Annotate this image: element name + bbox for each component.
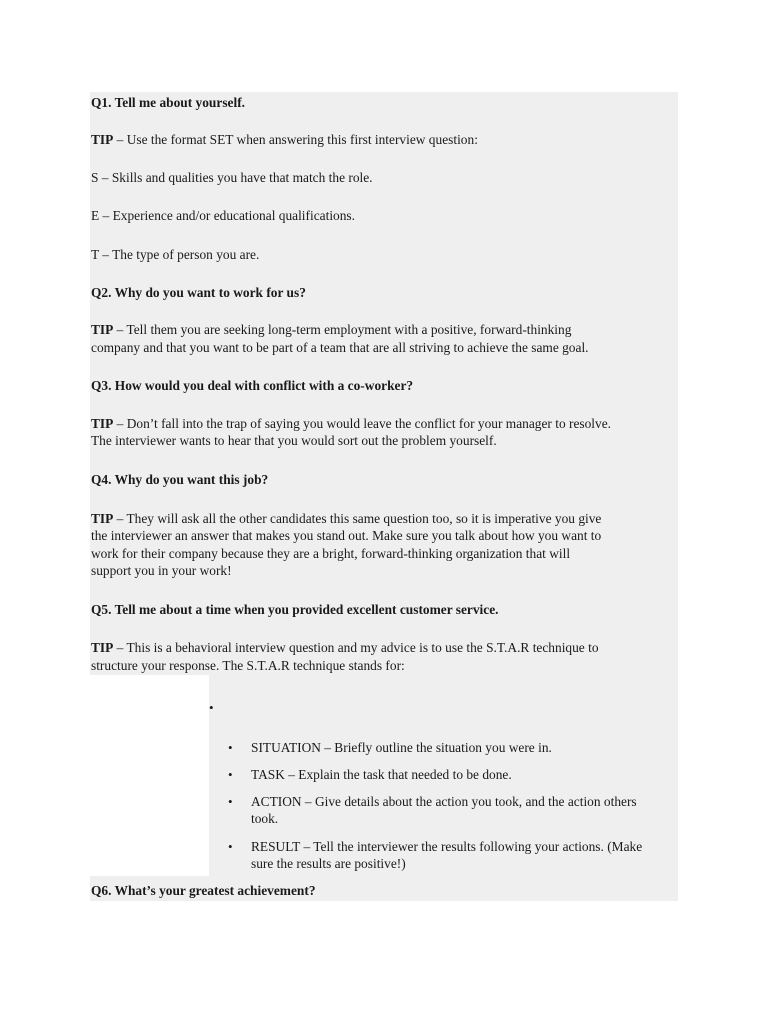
list-item-text: TASK – Explain the task that needed to be done. <box>251 767 512 782</box>
tip-paragraph-q5-line1 <box>91 639 691 657</box>
tip-paragraph-q1 <box>91 131 691 149</box>
list-item-text: ACTION – Give details about the action you took, and the action others took. <box>251 794 637 826</box>
empty-list-item <box>209 699 229 716</box>
question-heading-q3: Q3. How would you deal with conflict with a co-worker? <box>91 378 414 393</box>
set-item-e: E – Experience and/or educational qualifications. <box>91 208 355 223</box>
tip-label: TIP <box>91 511 114 526</box>
list-item-action <box>228 793 678 829</box>
question-heading-q5: Q5. Tell me about a time when you provided excellent customer service. <box>91 602 499 617</box>
set-item-s: S – Skills and qualities you have that match the role. <box>91 170 373 185</box>
bullet-icon: • <box>228 794 233 809</box>
tip-paragraph-q2-line1 <box>91 321 691 339</box>
question-heading-q2: Q2. Why do you want to work for us? <box>91 285 306 300</box>
tip-text: – Don’t fall into the trap of saying you would leave the conflict for your manager to resolve. <box>113 416 611 431</box>
tip-label: TIP <box>91 322 114 337</box>
tip-paragraph-q2-line2: company and that you want to be part of a team that are all striving to achieve the same goal. <box>91 340 589 355</box>
bullet-icon: • <box>228 839 233 854</box>
tip-paragraph-q4-line3: work for their company because they are a bright, forward-thinking organization that will <box>91 546 571 561</box>
tip-paragraph-q5-line2: structure your response. The S.T.A.R technique stands for: <box>91 658 405 673</box>
tip-paragraph-q4-line1 <box>91 510 691 528</box>
bullet-icon: • <box>209 700 214 715</box>
tip-paragraph-q3-line1 <box>91 415 691 433</box>
list-item-text: RESULT – Tell the interviewer the results following your actions. (Make sure the results are positive!) <box>251 839 643 871</box>
question-heading-q1: Q1. Tell me about yourself. <box>91 95 245 110</box>
list-item-situation <box>228 739 678 757</box>
question-heading-q4: Q4. Why do you want this job? <box>91 472 269 487</box>
tip-label: TIP <box>91 416 114 431</box>
set-item-t: T – The type of person you are. <box>91 247 260 262</box>
question-heading-q6: Q6. What’s your greatest achievement? <box>91 883 316 898</box>
tip-paragraph-q4-line4: support you in your work! <box>91 563 232 578</box>
bullet-icon: • <box>228 767 233 782</box>
list-item-result <box>228 838 678 874</box>
tip-paragraph-q3-line2: The interviewer wants to hear that you would sort out the problem yourself. <box>91 433 497 448</box>
tip-text: – This is a behavioral interview question and my advice is to use the S.T.A.R technique to <box>113 640 599 655</box>
tip-label: TIP <box>91 640 114 655</box>
tip-paragraph-q4-line2: the interviewer an answer that makes you stand out. Make sure you talk about how you want to <box>91 528 602 543</box>
tip-text: – Use the format SET when answering this first interview question: <box>113 132 478 147</box>
bullet-icon: • <box>228 740 233 755</box>
list-item-text: SITUATION – Briefly outline the situation you were in. <box>251 740 552 755</box>
tip-text: – Tell them you are seeking long-term employment with a positive, forward-thinking <box>113 322 572 337</box>
tip-label: TIP <box>91 132 114 147</box>
list-item-task <box>228 766 678 784</box>
tip-text: – They will ask all the other candidates this same question too, so it is imperative you give <box>113 511 602 526</box>
